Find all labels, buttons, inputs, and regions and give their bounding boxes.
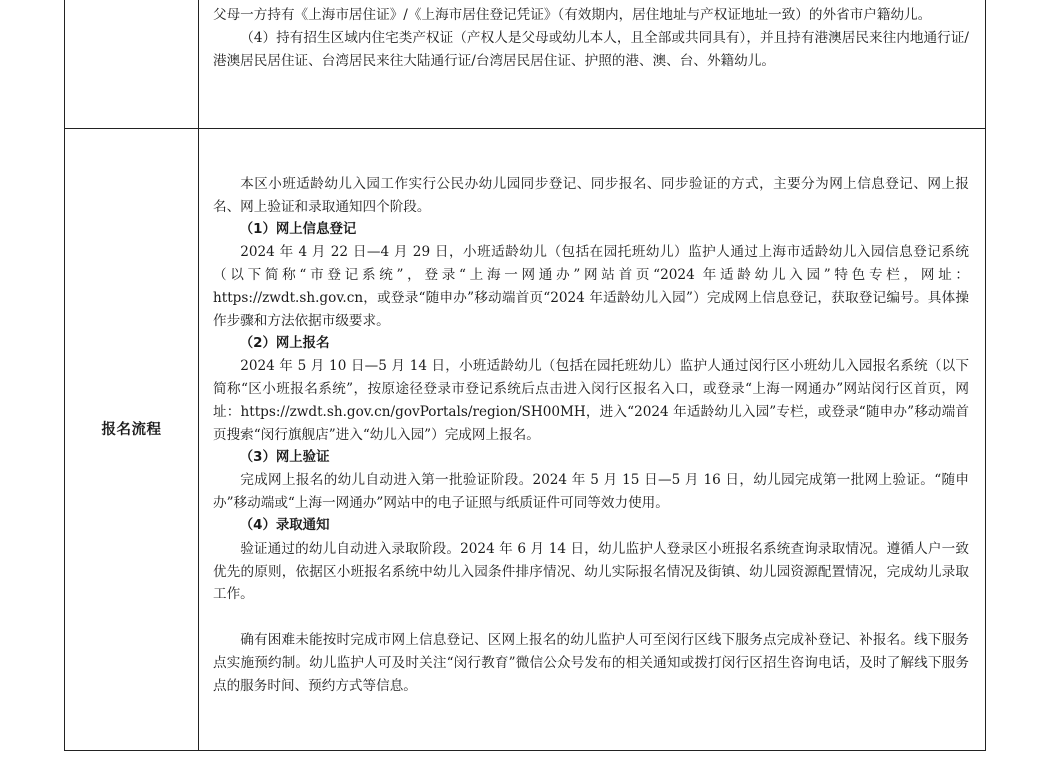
step-4-body: 验证通过的幼儿自动进入录取阶段。2024 年 6 月 14 日，幼儿监护人登录区小班报名系统查询录取情况。遵循人户一致优先的原则，依据区小班报名系统中幼儿入园条件排序情况、幼儿实际报名情况及街镇、幼儿园资源配置情况，完成幼儿录取工作。	[213, 540, 969, 603]
step-3-heading: （3）网上验证	[239, 449, 330, 465]
step-2-heading: （2）网上报名	[239, 335, 330, 351]
row-label-cell-empty	[65, 0, 199, 128]
enrollment-info-table	[64, 0, 986, 751]
registration-flow-label: 报名流程	[101, 422, 162, 438]
table-row-registration-flow	[65, 128, 985, 750]
row-content-cell-registration-flow	[199, 128, 985, 750]
step-1-heading: （1）网上信息登记	[239, 221, 357, 237]
step-4-heading: （4）录取通知	[239, 517, 330, 533]
offline-service-note: 确有困难未能按时完成市网上信息登记、区网上报名的幼儿监护人可至闵行区线下服务点完成补登记、补报名。线下服务点实施预约制。幼儿监护人可及时关注“闵行教育”微信公众号发布的相关通知或拨打闵行区招生咨询电话，及时了解线下服务点的服务时间、预约方式等信息。	[213, 632, 969, 694]
eligibility-item-4: （4）持有招生区域内住宅类产权证（产权人是父母或幼儿本人，且全部或共同具有），并且持有港澳居民来往内地通行证/港澳居民居住证、台湾居民来往大陆通行证/台湾居民居住证、护照的港、澳、台、外籍幼儿。	[213, 30, 969, 69]
step-3-body: 完成网上报名的幼儿自动进入第一批验证阶段。2024 年 5 月 15 日—5 月 16 日，幼儿园完成第一批网上验证。“随申办”移动端或“上海一网通办”网站中的电子证照与纸质证件可同等效力使用。	[213, 472, 969, 512]
row-content-cell-eligibility	[199, 0, 985, 128]
step-1-body: 2024 年 4 月 22 日—4 月 29 日，小班适龄幼儿（包括在园托班幼儿）监护人通过上海市适龄幼儿入园信息登记系统（以下简称“市登记系统”，登录“上海一网通办”网站首页“2024 年适龄幼儿入园”特色专栏，网址：https://zwdt.sh.gov.cn，或登录“随申办”移动端首页“2024 年适龄幼儿入园”）完成网上信息登记，获取登记编号。具体操作步骤和方法依据市级要求。	[213, 244, 969, 329]
paragraph-gap	[213, 606, 969, 629]
registration-intro: 本区小班适龄幼儿入园工作实行公民办幼儿园同步登记、同步报名、同步验证的方式，主要分为网上信息登记、网上报名、网上验证和录取通知四个阶段。	[213, 176, 969, 215]
step-2-body: 2024 年 5 月 10 日—5 月 14 日，小班适龄幼儿（包括在园托班幼儿）监护人通过闵行区小班幼儿入园报名系统（以下简称“区小班报名系统”，按原途径登录市登记系统后点击进入闵行区报名入口，或登录“上海一网通办”网站闵行区首页，网址：https://zwdt.sh.gov.cn/govPortals/region/SH00MH，进入“2024 年适龄幼儿入园”专栏，或登录“随申办”移动端首页搜索“闵行旗舰店”进入“幼儿入园”）完成网上报名。	[213, 358, 969, 443]
row-label-cell-registration-flow	[65, 128, 199, 750]
table-row-eligibility	[65, 0, 985, 129]
registration-flow-text	[213, 173, 969, 698]
eligibility-text	[213, 4, 969, 73]
eligibility-continuation-line: 父母一方持有《上海市居住证》/《上海市居住登记凭证》（有效期内，居住地址与产权证地址一致）的外省市户籍幼儿。	[213, 7, 932, 23]
